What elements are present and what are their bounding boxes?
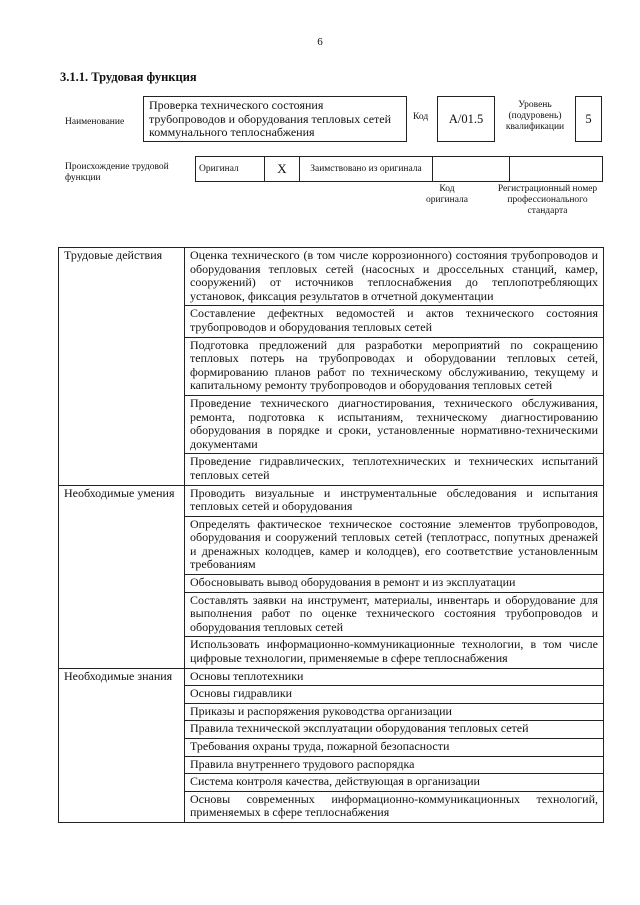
section-item: Подготовка предложений для разработки мероприятий по сокращению тепловых потерь на трубопроводах и оборудовании тепловых сетей, формированию планов работ по техническому обслуживанию, текущему и капитальному ремонту трубопроводов и оборудования тепловых сетей — [185, 337, 604, 395]
section-item: Правила внутреннего трудового распорядка — [185, 756, 604, 774]
section-item: Требования охраны труда, пожарной безопасности — [185, 739, 604, 757]
section-item: Оценка технического (в том числе коррозионного) состояния трубопроводов и оборудования тепловых сетей (насосных и дроссельных станций, камер, сооружений) от источников теплоснабжения до теплопотребляющих установок, фиксация результатов в отчетной документации — [185, 248, 604, 306]
section-item: Система контроля качества, действующая в организации — [185, 774, 604, 792]
section-item: Обосновывать вывод оборудования в ремонт и из эксплуатации — [185, 575, 604, 593]
section-item: Основы современных информационно-коммуникационных технологий, применяемых в сфере теплоснабжения — [185, 791, 604, 822]
section-item: Составление дефектных ведомостей и актов технического состояния трубопроводов и оборудования тепловых сетей — [185, 306, 604, 337]
section-item: Основы теплотехники — [185, 668, 604, 686]
page-number: 6 — [317, 36, 323, 48]
table-row — [59, 485, 604, 516]
registration-number-label: Регистрационный номер профессионального стандарта — [497, 184, 598, 216]
section-item: Составлять заявки на инструмент, материалы, инвентарь и оборудование для выполнения работ по оценке технического состояния трубопроводов и оборудования тепловых сетей — [185, 592, 604, 637]
section-item: Проводить визуальные и инструментальные обследования и испытания тепловых сетей и оборудования — [185, 485, 604, 516]
origin-table — [195, 156, 603, 182]
original-code-label: Код оригинала — [426, 184, 468, 205]
section-title: 3.1.1. Трудовая функция — [60, 70, 197, 84]
original-mark: X — [265, 157, 300, 182]
code-label: Код — [413, 112, 429, 122]
section-item: Проведение гидравлических, теплотехнических и технических испытаний тепловых сетей — [185, 454, 604, 485]
section-item: Проведение технического диагностирования, технического обслуживания, ремонта, подготовка к испытаниям, техническому диагностированию оборудования в порядке и сроки, установленные нормативно-техническими документами — [185, 395, 604, 453]
registration-number-cell — [510, 157, 603, 182]
section-category: Необходимые знания — [59, 668, 185, 822]
level-label: Уровень (подуровень) квалификации — [505, 100, 565, 132]
table-row — [59, 668, 604, 686]
original-code-cell — [433, 157, 510, 182]
name-label: Наименование — [65, 117, 125, 127]
section-item: Приказы и распоряжения руководства организации — [185, 703, 604, 721]
function-code-box: A/01.5 — [437, 96, 495, 142]
level-box: 5 — [575, 96, 602, 142]
function-name-box: Проверка технического состояния трубопроводов и оборудования тепловых сетей коммунального теплоснабжения — [143, 96, 407, 142]
origin-label: Происхождение трудовой функции — [65, 162, 169, 183]
table-row — [59, 248, 604, 306]
section-item: Определять фактическое техническое состояние элементов трубопроводов, оборудования и сооружений тепловых сетей (теплотрасс, попутных дренажей и дренажных колодцев, камер и колодцев), его соответствие установленным требованиям — [185, 516, 604, 574]
function-details-table — [58, 247, 604, 823]
section-item: Основы гидравлики — [185, 686, 604, 704]
section-category: Трудовые действия — [59, 248, 185, 486]
original-cell: Оригинал — [196, 157, 265, 182]
section-category: Необходимые умения — [59, 485, 185, 668]
section-item: Правила технической эксплуатации оборудования тепловых сетей — [185, 721, 604, 739]
borrowed-cell: Заимствовано из оригинала — [300, 157, 433, 182]
section-item: Использовать информационно-коммуникационные технологии, в том числе цифровые технологии, применяемые в сфере теплоснабжения — [185, 637, 604, 668]
